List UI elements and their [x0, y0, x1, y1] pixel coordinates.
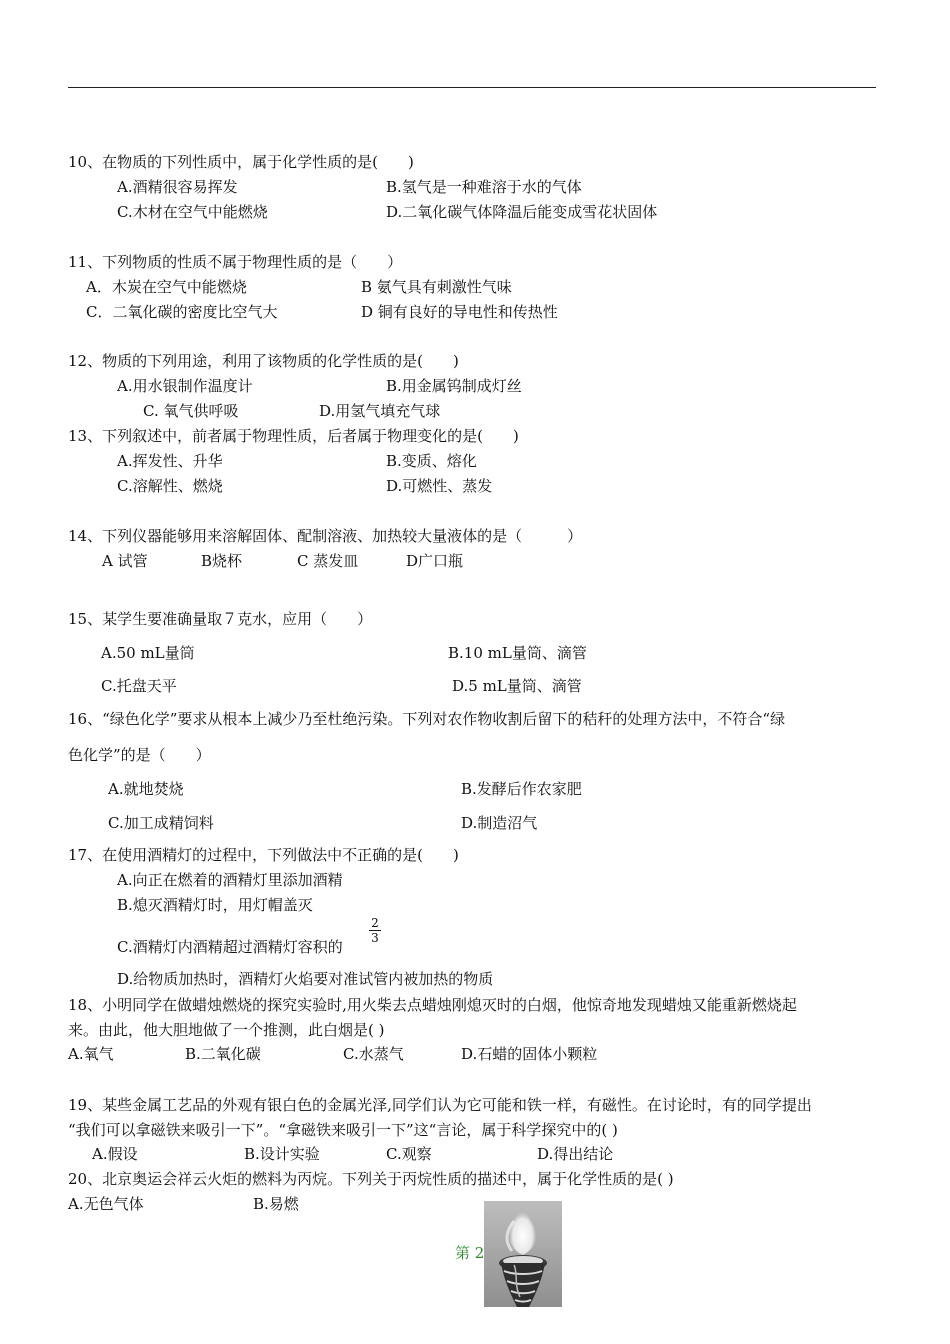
q12-stem: 12、物质的下列用途，利用了该物质的化学性质的是( ): [68, 352, 459, 370]
q20-option-a: A.无色气体: [68, 1195, 144, 1213]
header-rule: [68, 87, 876, 88]
q18-stem-line2: 来。由此，他大胆地做了一个推测，此白烟是( ): [68, 1021, 385, 1039]
q17-option-d: D.给物质加热时，酒精灯火焰要对准试管内被加热的物质: [117, 970, 494, 988]
q16-option-d: D.制造沼气: [461, 814, 538, 832]
q17-option-c: C.酒精灯内酒精超过酒精灯容积的: [117, 938, 343, 956]
page-number: 第 2: [455, 1244, 485, 1262]
q14-option-c: C 蒸发皿: [297, 552, 359, 570]
q14-option-d: D广口瓶: [406, 552, 464, 570]
q18-stem-line1: 18、小明同学在做蜡烛燃烧的探究实验时,用火柴去点蜡烛刚熄灭时的白烟，他惊奇地发现蜡烛又能重新燃烧起: [68, 996, 797, 1014]
q13-option-a: A.挥发性、升华: [117, 452, 223, 470]
q14-option-a: A 试管: [102, 552, 148, 570]
q20-stem: 20、北京奥运会祥云火炬的燃料为丙烷。下列关于丙烷性质的描述中，属于化学性质的是( ): [68, 1170, 674, 1188]
q16-stem-line2: 色化学”的是（ ）: [68, 746, 211, 764]
q11-option-a: A．木炭在空气中能燃烧: [86, 278, 247, 296]
q17-option-a: A.向正在燃着的酒精灯里添加酒精: [117, 871, 343, 889]
q14-option-b: B烧杯: [201, 552, 243, 570]
q10-stem: 10、在物质的下列性质中，属于化学性质的是( ): [68, 153, 414, 171]
q19-option-a: A.假设: [92, 1145, 138, 1163]
q16-option-b: B.发酵后作农家肥: [461, 780, 582, 798]
q12-option-c: C. 氧气供呼吸: [143, 402, 239, 420]
q18-option-a: A.氧气: [68, 1045, 114, 1063]
q16-option-c: C.加工成精饲料: [108, 814, 214, 832]
q19-option-c: C.观察: [386, 1145, 432, 1163]
q15-option-c: C.托盘天平: [101, 677, 177, 695]
q13-option-c: C.溶解性、燃烧: [117, 477, 223, 495]
q10-option-c: C.木材在空气中能燃烧: [117, 203, 268, 221]
q15-stem: 15、某学生要准确量取７克水，应用（ ）: [68, 610, 373, 628]
q18-option-b: B.二氧化碳: [185, 1045, 261, 1063]
q18-option-d: D.石蜡的固体小颗粒: [461, 1045, 598, 1063]
q11-option-b: B 氨气具有刺激性气味: [361, 278, 512, 296]
q11-stem: 11、下列物质的性质不属于物理性质的是（ ）: [68, 253, 403, 271]
q11-option-c: C．二氧化碳的密度比空气大: [86, 303, 278, 321]
q10-option-d: D.二氧化碳气体降温后能变成雪花状固体: [386, 203, 658, 221]
q20-option-b: B.易燃: [253, 1195, 299, 1213]
q10-option-a: A.酒精很容易挥发: [117, 178, 238, 196]
q15-option-d: D.5 mL量筒、滴管: [452, 677, 582, 695]
q19-option-d: D.得出结论: [537, 1145, 614, 1163]
torch-image: [484, 1201, 562, 1307]
q12-option-b: B.用金属钨制成灯丝: [386, 377, 522, 395]
q11-option-d: D 铜有良好的导电性和传热性: [361, 303, 558, 321]
q16-option-a: A.就地焚烧: [108, 780, 184, 798]
q12-option-a: A.用水银制作温度计: [117, 377, 253, 395]
q18-option-c: C.水蒸气: [343, 1045, 404, 1063]
q15-option-b: B.10 mL量筒、滴管: [448, 644, 587, 662]
q17-fraction-denominator: 3: [371, 931, 379, 945]
q19-option-b: B.设计实验: [244, 1145, 320, 1163]
q17-fraction: [369, 917, 381, 944]
q13-stem: 13、下列叙述中，前者属于物理性质，后者属于物理变化的是( ): [68, 427, 519, 445]
q19-stem-line2: “我们可以拿磁铁来吸引一下”。“拿磁铁来吸引一下”这“言论，属于科学探究中的( ): [68, 1121, 618, 1139]
q19-stem-line1: 19、某些金属工艺品的外观有银白色的金属光泽,同学们认为它可能和铁一样，有磁性。在讨论时，有的同学提出: [68, 1096, 812, 1114]
q10-option-b: B.氢气是一种难溶于水的气体: [386, 178, 582, 196]
q16-stem-line1: 16、“绿色化学”要求从根本上减少乃至杜绝污染。下列对农作物收割后留下的秸秆的处理方法中，不符合“绿: [68, 710, 786, 728]
q13-option-b: B.变质、熔化: [386, 452, 477, 470]
q14-stem: 14、下列仪器能够用来溶解固体、配制溶液、加热较大量液体的是（ ）: [68, 527, 583, 545]
q17-stem: 17、在使用酒精灯的过程中，下列做法中不正确的是( ): [68, 846, 459, 864]
q17-fraction-numerator: 2: [371, 916, 379, 930]
q17-option-b: B.熄灭酒精灯时，用灯帽盖灭: [117, 896, 313, 914]
q15-option-a: A.50 mL量筒: [101, 644, 195, 662]
q13-option-d: D.可燃性、蒸发: [386, 477, 493, 495]
q12-option-d: D.用氢气填充气球: [319, 402, 441, 420]
